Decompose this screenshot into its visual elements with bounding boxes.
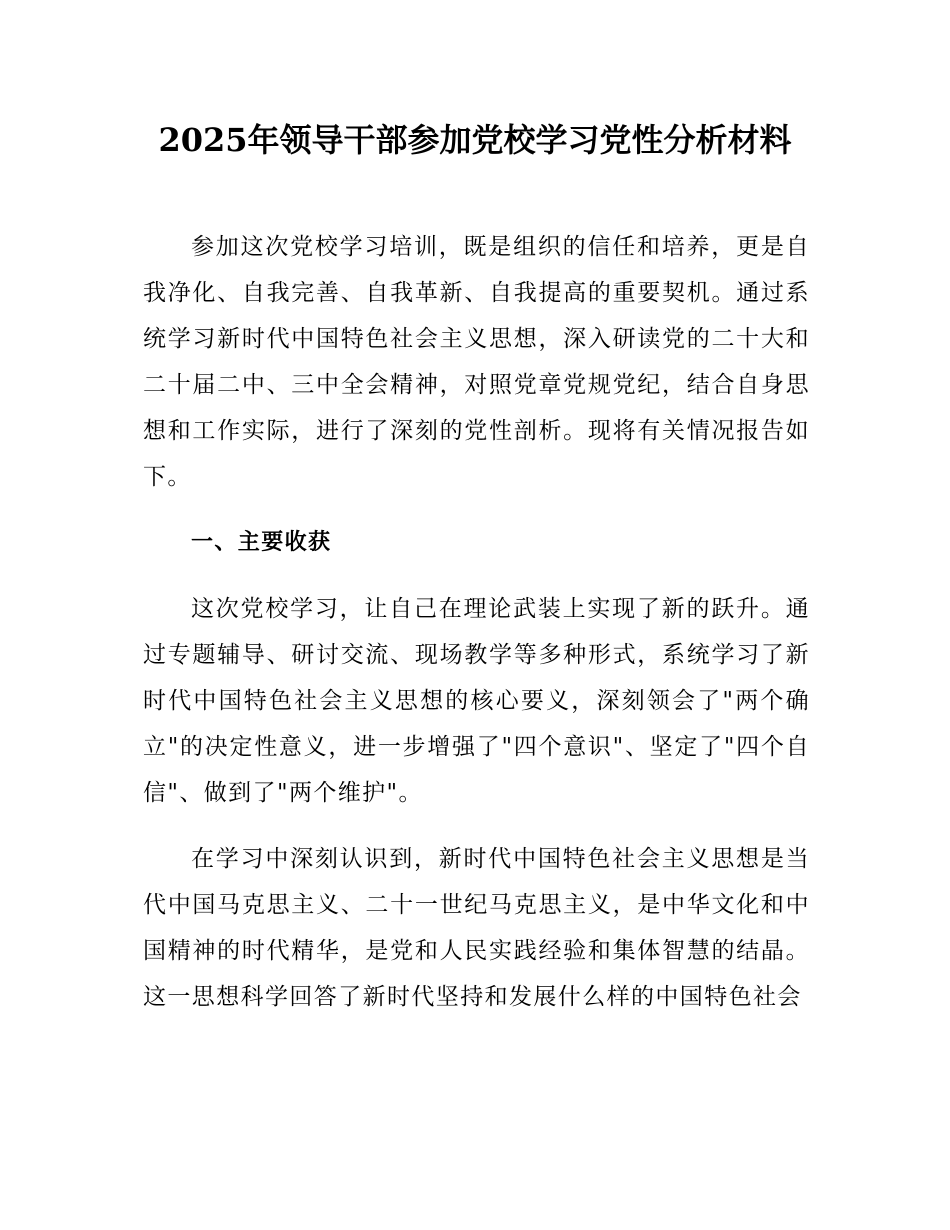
- section-paragraph-1: 这次党校学习，让自己在理论武装上实现了新的跃升。通过专题辅导、研讨交流、现场教学等多种形式，系统学习了新时代中国特色社会主义思想的核心要义，深刻领会了"两个确立"的决定性意义，进一步增强了"四个意识"、坚定了"四个自信"、做到了"两个维护"。: [143, 596, 810, 806]
- spacer: [143, 816, 810, 836]
- section-heading: 一、主要收获: [191, 530, 332, 555]
- spacer: [143, 500, 810, 520]
- document-body: [143, 224, 810, 1020]
- intro-paragraph: 参加这次党校学习培训，既是组织的信任和培养，更是自我净化、自我完善、自我革新、自我提高的重要契机。通过系统学习新时代中国特色社会主义思想，深入研读党的二十大和二十届二中、三中全会精神，对照党章党规党纪，结合自身思想和工作实际，进行了深刻的党性剖析。现将有关情况报告如下。: [143, 234, 810, 490]
- spacer: [143, 566, 810, 586]
- document-title: 2025年领导干部参加党校学习党性分析材料: [158, 121, 792, 159]
- section-paragraph-2: 在学习中深刻认识到，新时代中国特色社会主义思想是当代中国马克思主义、二十一世纪马克思主义，是中华文化和中国精神的时代精华，是党和人民实践经验和集体智慧的结晶。这一思想科学回答了新时代坚持和发展什么样的中国特色社会: [143, 846, 810, 1010]
